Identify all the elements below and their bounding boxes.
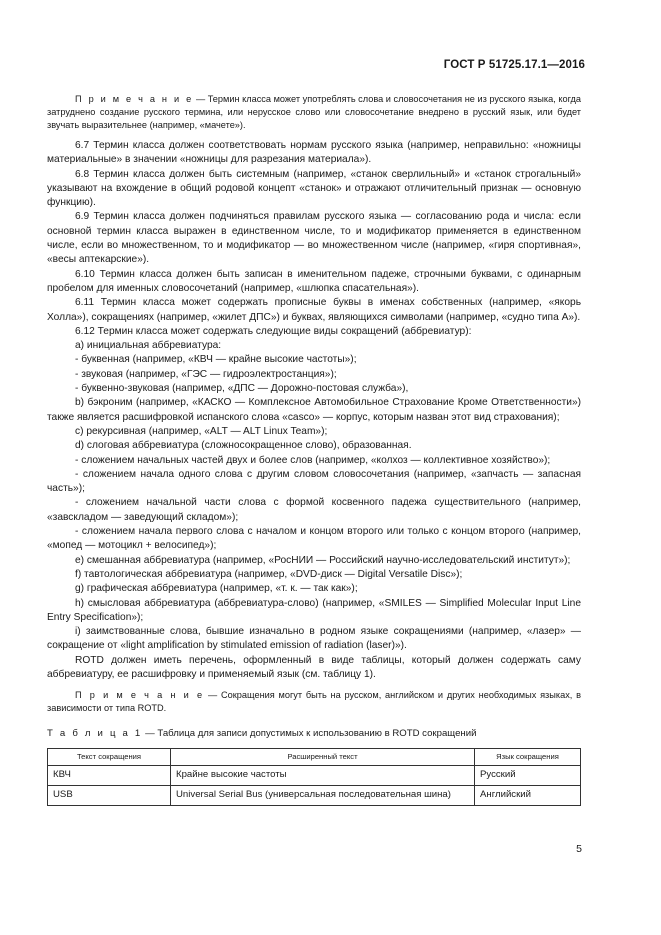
list-subitem: - буквенно-звуковая (например, «ДПС — Дорожно-постовая служба»), [75, 383, 409, 395]
note-label: П р и м е ч а н и е [75, 94, 194, 104]
list-item-g: g) графическая аббревиатура (например, «т. к. — так как»); [75, 583, 358, 595]
note-text: — Термин класса может употреблять слова и словосочетания не из русского языка, когда затруднено создание русского термина, или нерусское слово или словосочетание внедрено в русский язык, или будет звучать выразительнее (например, «мачете»). [47, 94, 581, 130]
list-item-c: c) рекурсивная (например, «ALT — ALT Linux Team»); [75, 425, 328, 437]
table-cell: Крайне высокие частоты [171, 765, 475, 785]
paragraph-6-7: 6.7 Термин класса должен соответствовать нормам русского языка (например, неправильно: «ножницы материальные» в значении «ножницы для разрезания материала»). [47, 140, 581, 166]
list-subitem: - сложением начала одного слова с другим словом словосочетания (например, «запчасть — запасная часть»); [47, 468, 581, 495]
paragraph-6-12: 6.12 Термин класса может содержать следующие виды сокращений (аббревиатур): [75, 325, 472, 337]
document-code-header: ГОСТ Р 51725.17.1—2016 [443, 59, 585, 71]
note-text: — Сокращения могут быть на русском, английском и других необходимых языках, в зависимости от типа ROTD. [47, 690, 581, 714]
table-header-row [48, 748, 581, 765]
list-item-a: а) инициальная аббревиатура: [75, 340, 222, 352]
list-subitem: - звуковая (например, «ГЭС — гидроэлектростанция»); [75, 368, 337, 380]
list-subitem: - сложением начала первого слова с началом и концом второго или только с концом второго (например, «мопед — мотоцикл + велосипед»); [47, 526, 581, 552]
note-paragraph [47, 689, 581, 715]
list-item-e: е) смешанная аббревиатура (например, «РосНИИ — Российский научно-исследовательский институт»); [75, 554, 571, 566]
list-subitem: - сложением начальной части слова с формой косвенного падежа существительного (например, «завскладом — заведующий складом»); [47, 497, 581, 523]
page-number: 5 [576, 843, 582, 855]
list-item-b: b) бэкроним (например, «КАСКО — Комплексное Автомобильное Страхование Кроме Ответственности») также является расшифровкой испанского слова «casco» — корпус, которым назван этот вид страхования); [47, 397, 581, 423]
table-cell: Русский [475, 765, 581, 785]
table-cell: Universal Serial Bus (универсальная последовательная шина) [171, 785, 475, 805]
paragraph-6-8: 6.8 Термин класса должен быть системным (например, «станок сверлильный» и «станок строгальный» указывают на вхождение в общий родовой концепт «станок» и отражают отличительный признак — основную функцию). [47, 168, 581, 209]
paragraph-6-9: 6.9 Термин класса должен подчиняться правилам русского языка — согласованию рода и числа: если основной термин класса выражен в единственном числе, то и модификатор применяется в единственном числе, если во множественном, то и модификатор — во множественном числе (например, «гиря спортивная», «весы аптекарские»). [47, 211, 581, 266]
note-paragraph [47, 93, 581, 132]
paragraph-6-11: 6.11 Термин класса может содержать прописные буквы в именах собственных (например, «якорь Холла»), сокращениях (например, «жилет ДПС») и буквах, являющихся символами (например, «судно типа А»). [47, 297, 581, 323]
paragraph-6-10: 6.10 Термин класса должен быть записан в именительном падеже, строчными буквами, с одинарным пробелом для именных словосочетаний (например, «шлюпка спасательная»). [47, 268, 581, 294]
abbreviations-table [47, 748, 581, 806]
paragraph-rotd: ROTD должен иметь перечень, оформленный в виде таблицы, который должен содержать саму аббревиатуру, ее расшифровку и применяемый язык (см. таблицу 1). [47, 654, 581, 680]
list-item-d: d) слоговая аббревиатура (сложносокращенное слово), образованная. [75, 440, 412, 452]
document-body [47, 93, 581, 806]
note-label: П р и м е ч а н и е [75, 690, 205, 701]
list-item-h: h) смысловая аббревиатура (аббревиатура-слово) (например, «SMILES — Simplified Molecular Input Line Entry Specification»); [47, 597, 581, 623]
table-cell: Английский [475, 785, 581, 805]
column-header: Расширенный текст [171, 748, 475, 765]
table-cell: КВЧ [48, 765, 171, 785]
table-cell: USB [48, 785, 171, 805]
table-caption-label: Т а б л и ц а 1 [47, 728, 143, 740]
list-subitem: - сложением начальных частей двух и более слов (например, «колхоз — коллективное хозяйство»); [75, 454, 551, 466]
list-subitem: - буквенная (например, «КВЧ — крайне высокие частоты»); [75, 354, 357, 366]
list-item-f: f) тавтологическая аббревиатура (например, «DVD-диск — Digital Versatile Disc»); [75, 568, 463, 580]
list-item-i: i) заимствованные слова, бывшие изначально в родном языке сокращениями (например, «лазер» — сокращение от «light amplification by stimulated emission of radiation (laser)»). [47, 626, 581, 652]
table-caption [47, 727, 581, 741]
table-row [48, 765, 581, 785]
table-row [48, 785, 581, 805]
column-header: Язык сокращения [475, 748, 581, 765]
column-header: Текст сокращения [48, 748, 171, 765]
table-caption-text: — Таблица для записи допустимых к использованию в ROTD сокращений [142, 728, 477, 740]
